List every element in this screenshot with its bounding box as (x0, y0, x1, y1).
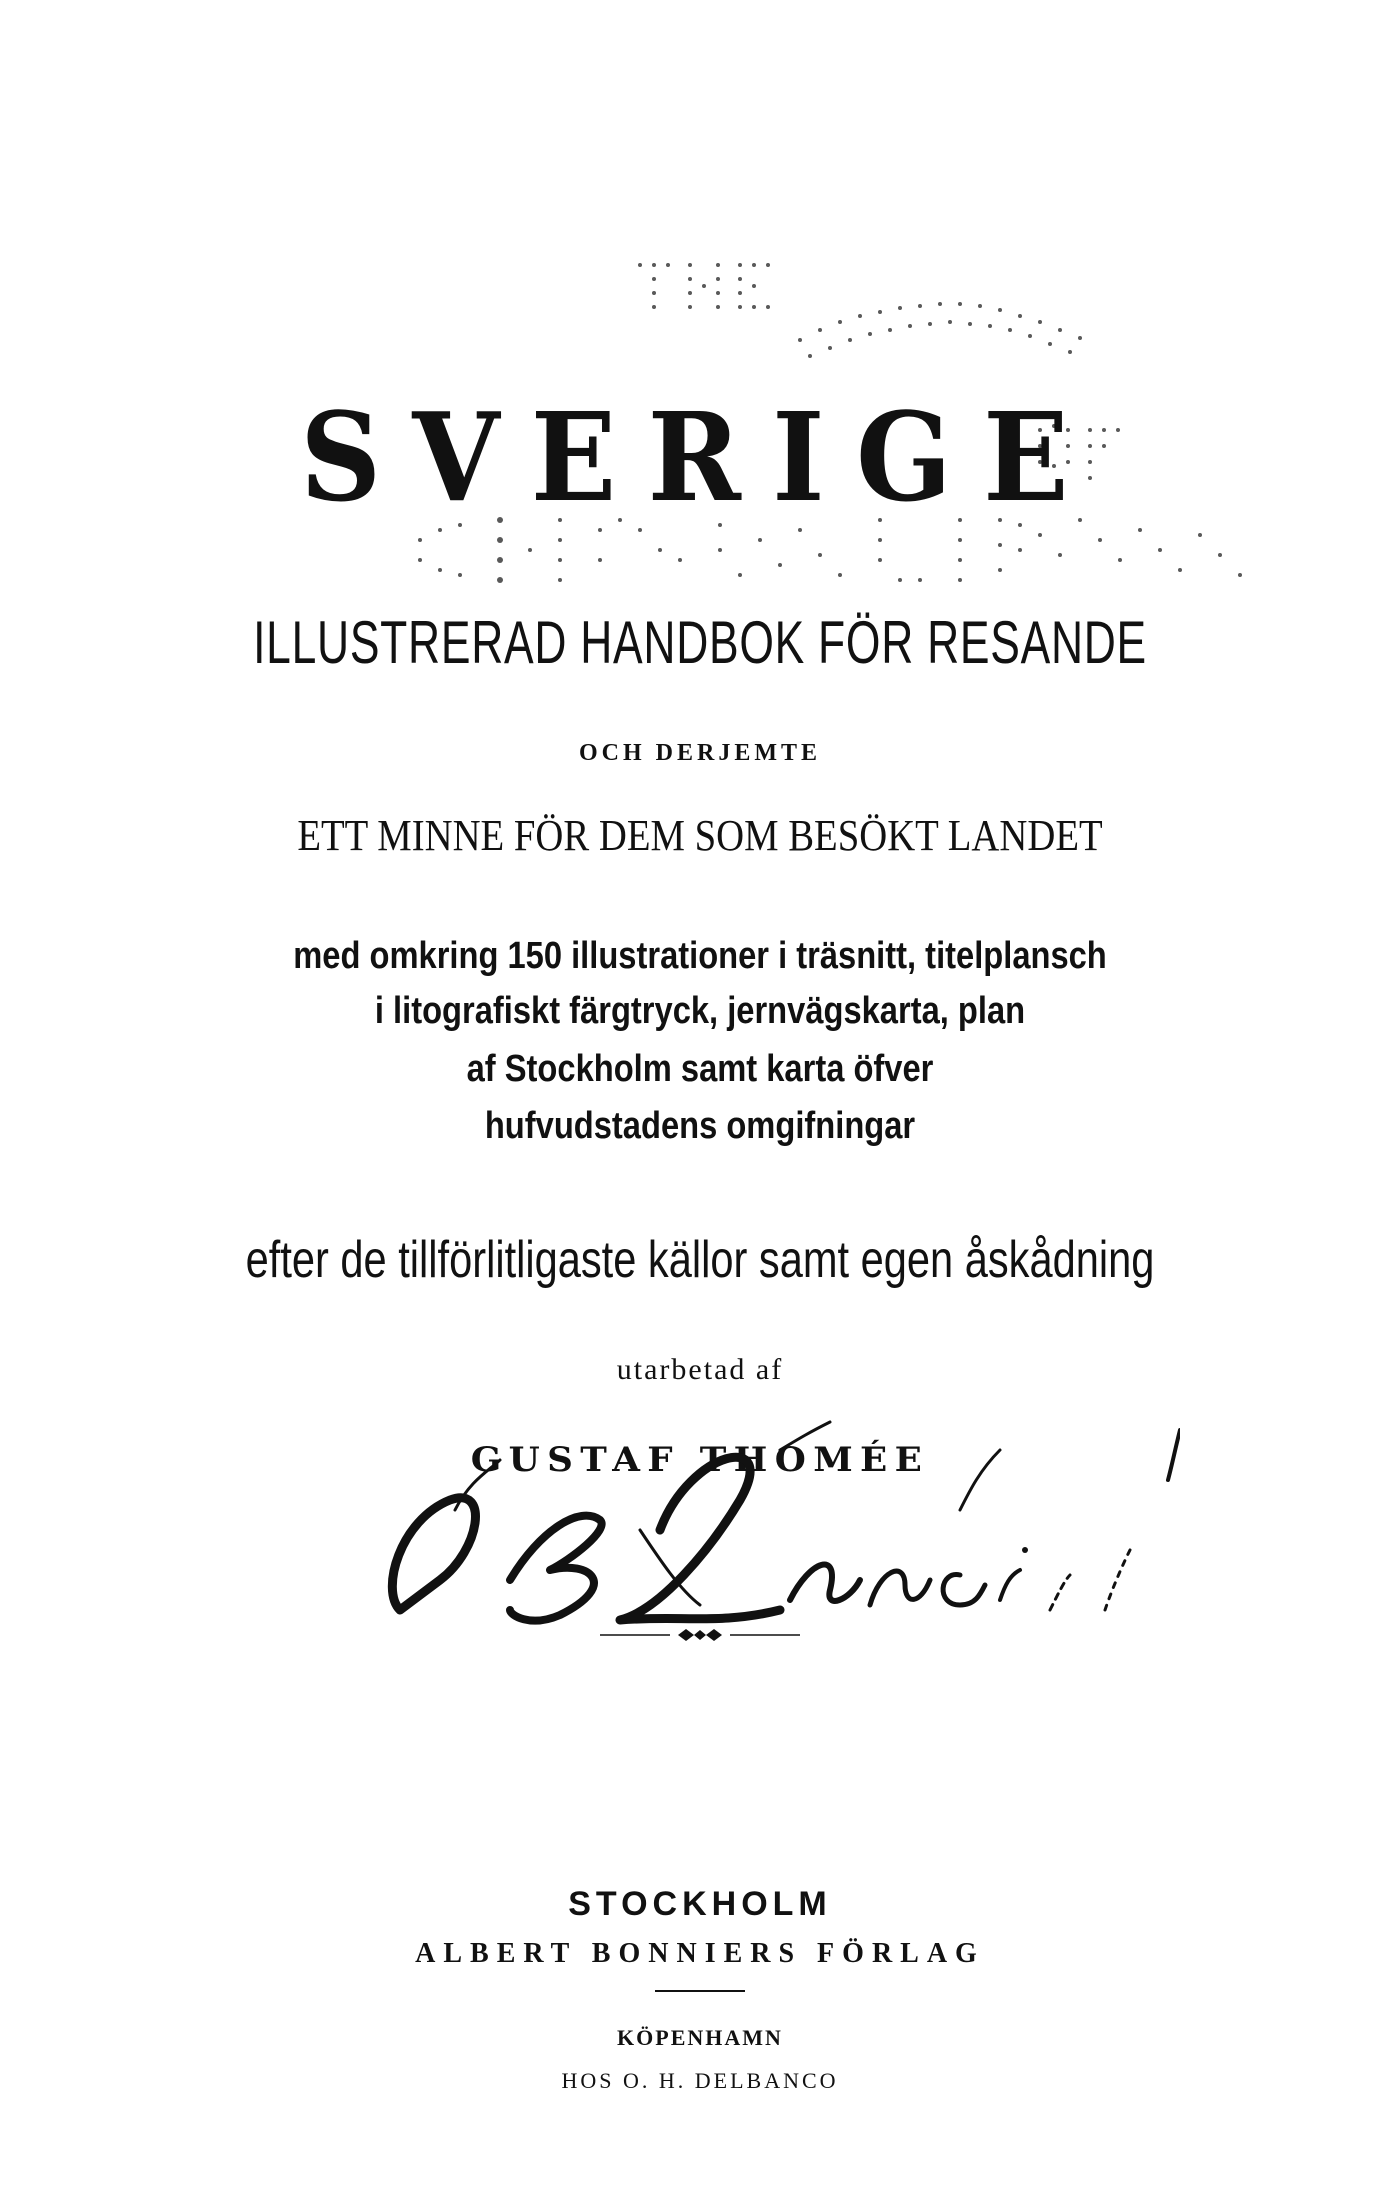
publisher-name: ALBERT BONNIERS FÖRLAG (415, 1938, 985, 1969)
imprint-city: STOCKHOLM (568, 1885, 832, 1923)
divider-rule (655, 1990, 745, 1992)
sources-line: efter de tillförlitligaste källor samt egen åskådning (245, 1231, 1155, 1289)
library-perforation-stamp (0, 0, 1400, 700)
author-name: GUSTAF THOMÉE (470, 1440, 930, 1480)
book-title: SVERIGE (300, 385, 1100, 529)
ornament-divider (600, 1625, 800, 1645)
subtitle: ILLUSTRERAD HANDBOK FÖR RESANDE (253, 609, 1147, 676)
connector-text: OCH DERJEMTE (578, 740, 821, 766)
description-line: med omkring 150 illustrationer i träsnitt, titelplansch (293, 935, 1107, 977)
description-line: af Stockholm samt karta öfver (466, 1048, 934, 1090)
secondary-imprint-city: KÖPENHAMN (617, 2025, 783, 2050)
description-line: i litografiskt färgtryck, jernvägskarta, plan (374, 990, 1026, 1032)
description-line: hufvudstadens omgifningar (484, 1105, 916, 1147)
secondary-imprint-agent: HOS O. H. DELBANCO (561, 2068, 839, 2093)
handwritten-signature (360, 1410, 1180, 1650)
byline-label: utarbetad af (616, 1353, 784, 1386)
secondary-subtitle: ETT MINNE FÖR DEM SOM BESÖKT LANDET (297, 811, 1103, 860)
